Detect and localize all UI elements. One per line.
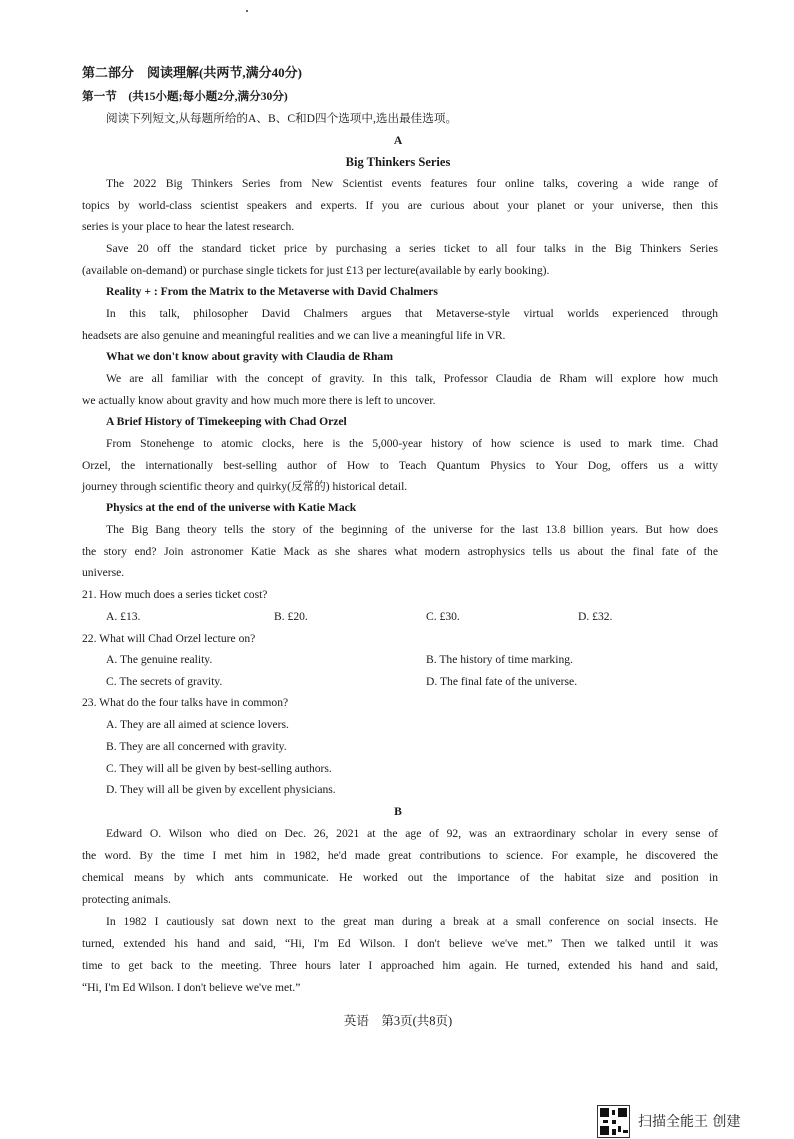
passage-a-letter: A xyxy=(393,134,403,147)
question-21-stem: 21. How much does a series ticket cost? xyxy=(82,588,268,601)
q22-option-a: A. The genuine reality. xyxy=(106,653,213,666)
q22-option-c: C. The secrets of gravity. xyxy=(106,675,223,688)
scanner-label: 扫描全能王 创建 xyxy=(638,1114,741,1130)
para-b-line: Edward O. Wilson who died on Dec. 26, 2021 at the age of 92, was an extraordinary scholar in every sense of xyxy=(106,827,718,840)
para-a-line: universe. xyxy=(82,566,125,579)
q23-option-b: B. They are all concerned with gravity. xyxy=(106,740,287,753)
para-a-line: The Big Bang theory tells the story of the beginning of the universe for the last 13.8 billion years. But how does xyxy=(106,523,718,536)
para-a-line: journey through scientific theory and quirky(反常的) historical detail. xyxy=(82,480,408,493)
para-a-line: Orzel, the internationally best-selling author of How to Teach Quantum Physics to Your Dog, offers us a witty xyxy=(82,459,718,472)
scan-speck xyxy=(246,10,248,12)
q21-option-a: A. £13. xyxy=(106,610,141,623)
section-heading: 第一节 (共15小题;每小题2分,满分30分) xyxy=(82,90,288,103)
q23-option-d: D. They will all be given by excellent physicians. xyxy=(106,783,336,796)
q22-option-d: D. The final fate of the universe. xyxy=(426,675,578,688)
para-a-line: headsets are also genuine and meaningful realities and we can live a meaningful life in VR. xyxy=(82,329,506,342)
part-heading: 第二部分 阅读理解(共两节,满分40分) xyxy=(82,65,302,80)
q22-option-b: B. The history of time marking. xyxy=(426,653,573,666)
talk-title-orzel: A Brief History of Timekeeping with Chad Orzel xyxy=(106,415,347,428)
talk-title-rham: What we don't know about gravity with Claudia de Rham xyxy=(106,350,393,363)
q23-option-c: C. They will all be given by best-selling authors. xyxy=(106,762,332,775)
para-a-line: The 2022 Big Thinkers Series from New Scientist events features four online talks, covering a wide range of xyxy=(106,177,718,190)
passage-a-title: Big Thinkers Series xyxy=(345,155,451,169)
question-23-stem: 23. What do the four talks have in common? xyxy=(82,696,289,709)
para-b-line: “Hi, I'm Ed Wilson. I don't believe we've met.” xyxy=(82,981,301,994)
para-a-line: series is your place to hear the latest research. xyxy=(82,220,295,233)
talk-title-mack: Physics at the end of the universe with Katie Mack xyxy=(106,501,357,514)
para-b-line: time to get back to the meeting. Three hours later I approached him again. He turned, extended his hand and said, xyxy=(82,959,718,972)
para-a-line: We are all familiar with the concept of gravity. In this talk, Professor Claudia de Rham will explore how much xyxy=(106,372,718,385)
page-footer: 英语 第3页(共8页) xyxy=(343,1014,453,1028)
q23-option-a: A. They are all aimed at science lovers. xyxy=(106,718,289,731)
para-a-line: In this talk, philosopher David Chalmers argues that Metaverse-style virtual worlds experienced through xyxy=(106,307,718,320)
para-a-line: the story end? Join astronomer Katie Mack as she shares what modern astrophysics tells us about the final fate of the xyxy=(82,545,718,558)
q21-option-d: D. £32. xyxy=(578,610,613,623)
instruction: 阅读下列短文,从每题所给的A、B、C和D四个选项中,选出最佳选项。 xyxy=(106,112,458,125)
q21-option-b: B. £20. xyxy=(274,610,308,623)
para-b-line: turned, extended his hand and said, “Hi, I'm Ed Wilson. I don't believe we've met.” Then we talked until it was xyxy=(82,937,718,950)
q21-option-c: C. £30. xyxy=(426,610,460,623)
talk-title-chalmers: Reality + : From the Matrix to the Metaverse with David Chalmers xyxy=(106,285,438,298)
para-b-line: the word. By the time I met him in 1982, he'd made great contributions to science. For example, he discovered the xyxy=(82,849,718,862)
para-b-line: protecting animals. xyxy=(82,893,171,906)
qr-code-icon xyxy=(597,1105,630,1138)
para-a-line: we actually know about gravity and how much more there is left to uncover. xyxy=(82,394,436,407)
para-a-line: Save 20 off the standard ticket price by purchasing a series ticket to all four talks in the Big Thinkers Series xyxy=(106,242,718,255)
para-a-line: (available on-demand) or purchase single tickets for just £13 per lecture(available by early booking). xyxy=(82,264,550,277)
para-b-line: In 1982 I cautiously sat down next to the great man during a break at a small conference on social insects. He xyxy=(106,915,718,928)
para-b-line: chemical means by which ants communicate. He worked out the importance of the habitat size and position in xyxy=(82,871,718,884)
para-a-line: From Stonehenge to atomic clocks, here is the 5,000-year history of how science is used to mark time. Chad xyxy=(106,437,718,450)
scanner-watermark xyxy=(597,1103,777,1139)
passage-b-letter: B xyxy=(394,805,402,818)
para-a-line: topics by world-class scientist speakers and experts. If you are curious about your planet or your universe, then this xyxy=(82,199,718,212)
question-22-stem: 22. What will Chad Orzel lecture on? xyxy=(82,632,256,645)
